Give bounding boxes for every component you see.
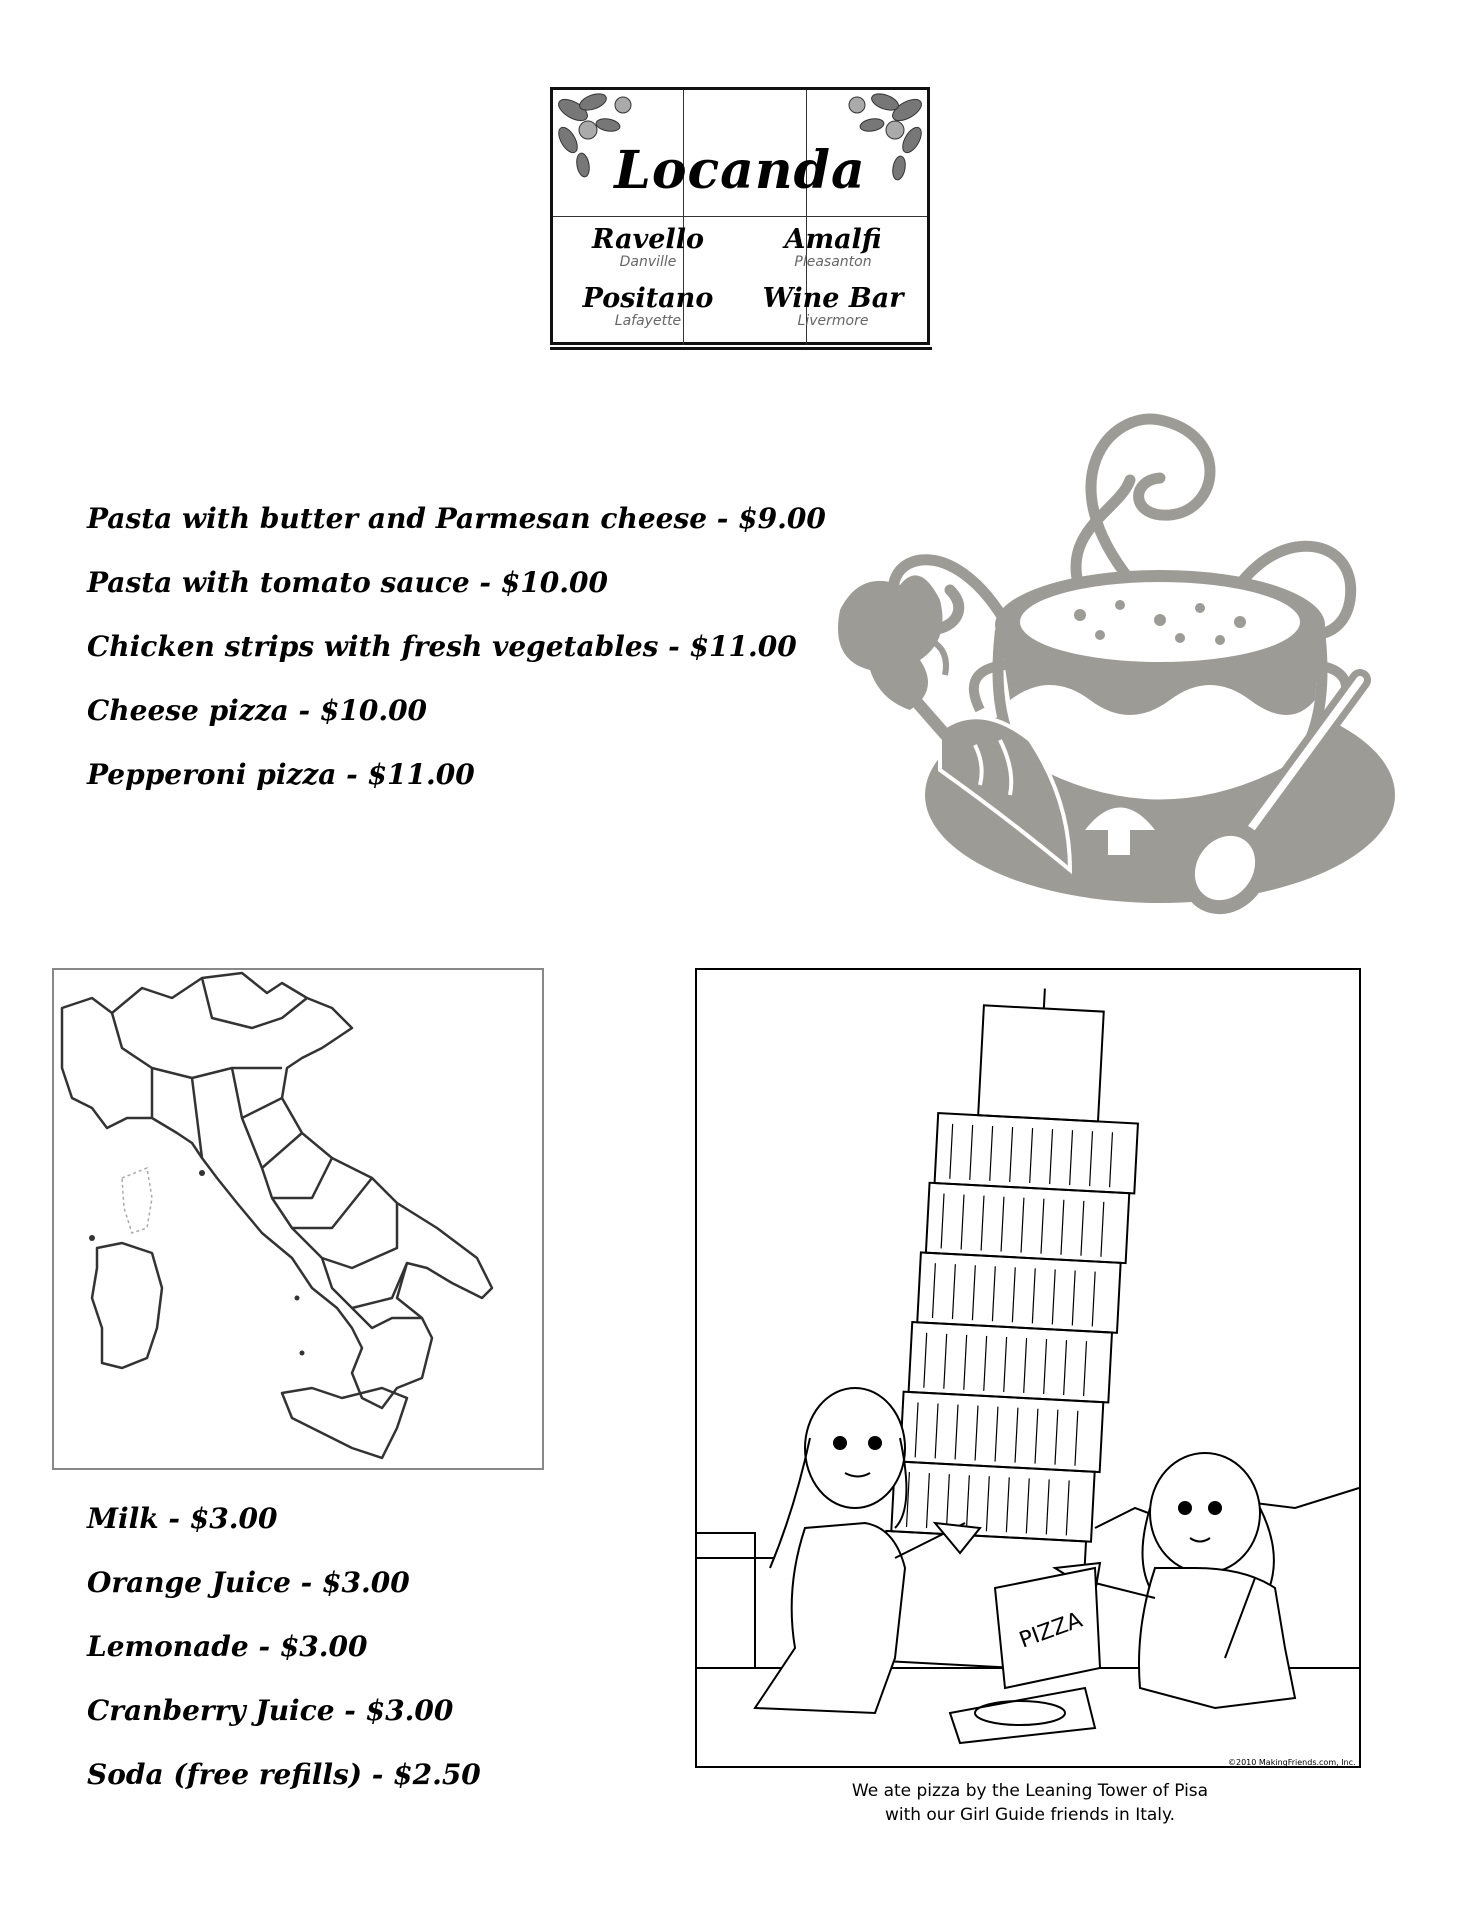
menu-item: Cranberry Juice - $3.00 <box>87 1694 454 1727</box>
menu-item: Milk - $3.00 <box>87 1502 278 1535</box>
location-amalfi <box>748 225 918 269</box>
caption-line: We ate pizza by the Leaning Tower of Pisa <box>851 1781 1209 1801</box>
restaurant-logo <box>550 87 930 349</box>
menu-item: Soda (free refills) - $2.50 <box>87 1758 481 1791</box>
location-winebar <box>748 284 918 328</box>
illustration-frame <box>695 968 1361 1768</box>
location-positano <box>563 284 733 328</box>
location-name: Ravello <box>592 224 704 255</box>
logo-title: Locanda <box>614 140 866 201</box>
location-city: Lafayette <box>614 313 682 329</box>
menu-item: Cheese pizza - $10.00 <box>87 694 428 727</box>
italy-map <box>52 968 544 1470</box>
menu-item: Pasta with butter and Parmesan cheese - $9.00 <box>87 502 826 535</box>
illustration-caption <box>680 1779 1380 1827</box>
caption-line: with our Girl Guide friends in Italy. <box>884 1805 1176 1825</box>
menu-item: Pasta with tomato sauce - $10.00 <box>87 566 608 599</box>
menu-item: Lemonade - $3.00 <box>87 1630 368 1663</box>
logo-frame <box>550 87 930 345</box>
menu-item: Chicken strips with fresh vegetables - $11.00 <box>87 630 797 663</box>
logo-underline <box>550 347 932 350</box>
drinks-menu <box>87 1487 481 1807</box>
copyright-note: ©2010 MakingFriends.com, Inc. <box>1228 1758 1356 1767</box>
location-name: Positano <box>582 283 714 314</box>
pisa-coloring-page <box>695 968 1361 1768</box>
menu-item: Pepperoni pizza - $11.00 <box>87 758 475 791</box>
location-name: Amalfi <box>784 224 882 255</box>
location-city: Danville <box>619 254 677 270</box>
soup-pot-icon <box>830 400 1410 920</box>
location-name: Wine Bar <box>762 283 904 314</box>
location-city: Pleasanton <box>794 254 872 270</box>
pizza-box-label: PIZZA <box>1016 1607 1086 1654</box>
logo-divider <box>553 216 927 217</box>
location-ravello <box>563 225 733 269</box>
location-city: Livermore <box>797 313 869 329</box>
menu-item: Orange Juice - $3.00 <box>87 1566 410 1599</box>
food-menu <box>87 487 826 807</box>
